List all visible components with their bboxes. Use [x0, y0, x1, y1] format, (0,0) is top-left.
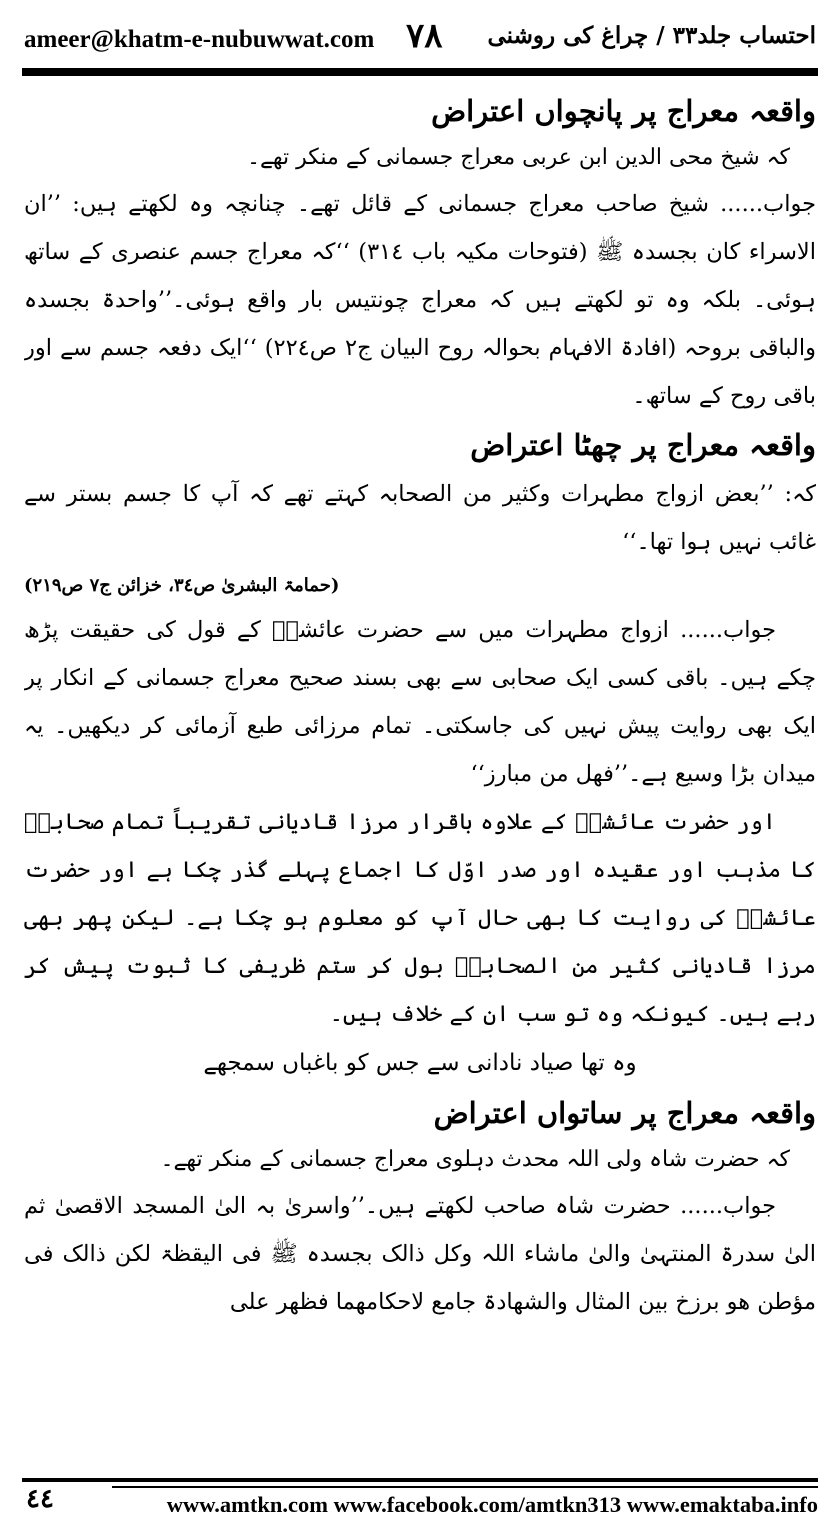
section-7-heading: واقعہ معراج پر ساتواں اعتراض	[433, 1096, 816, 1130]
section-5-claim: کہ شیخ محی الدین ابن عربی معراج جسمانی کے منکر تھے۔	[247, 145, 790, 170]
footer-links: www.amtkn.com www.facebook.com/amtkn313 www.emaktaba.info	[166, 1492, 818, 1517]
section-6-claim: کہ: ’’بعض ازواج مطہرات وکثیر من الصحابہ کہتے تھے کہ آپ کا جسم بستر سے غائب نہیں ہوا تھا۔‘‘	[24, 481, 816, 555]
section-6-heading: واقعہ معراج پر چھٹا اعتراض	[470, 428, 816, 462]
header-divider	[22, 68, 818, 76]
section-7-claim: کہ حضرت شاہ ولی اللہ محدث دہلوی معراج جسمانی کے منکر تھے۔	[160, 1147, 790, 1172]
header-page-number: ۷۸	[406, 16, 443, 56]
poetry-verse: وہ تھا صیاد نادانی سے جس کو باغباں سمجھے	[203, 1050, 637, 1076]
page-footer	[22, 1478, 818, 1532]
footer-divider-thin	[112, 1486, 818, 1488]
section-7-answer: جواب...... حضرت شاہ صاحب لکھتے ہیں۔’’واسریٰ بہ الیٰ المسجد الاقصیٰ ثم الیٰ سدرۃ المنتہیٰ والیٰ ماشاء اللہ وکل ذالک بجسدہ ﷺ فی الیقظۃ لکن ذالک فی مؤطن ھو برزخ بین المثال والشھادۃ جامع لاحکامھما فظھر علی	[24, 1193, 816, 1315]
section-5-answer: جواب...... شیخ صاحب معراج جسمانی کے قائل تھے۔ چنانچہ وہ لکھتے ہیں: ’’ان الاسراء کان بجسدہ ﷺ (فتوحات مکیہ باب ۳۱٤) ‘‘کہ معراج جسم عنصری کے ساتھ ہوئی۔ بلکہ وہ تو لکھتے ہیں کہ معراج چونتیس بار واقع ہوئی۔’’واحدۃ بجسدہ والباقی بروحہ (افادۃ الافہام بحوالہ روح البیان ج۲ ص۲۲٤) ‘‘ایک دفعہ جسم سے اور باقی روح کے ساتھ۔	[24, 191, 816, 409]
header-book-title: احتساب جلد۳۳ / چراغ کی روشنی	[487, 22, 816, 49]
section-6-paragraph-2: اور حضرت عائشہؓ کے علاوہ باقرار مرزا قادیانی تقریباً تمام صحابہؓ کا مذہب اور عقیدہ اور صدر اوّل کا اجماع پہلے گذر چکا ہے اور حضرت عائشہؓ کی روایت کا بھی حال آپ کو معلوم ہو چکا ہے۔ لیکن پھر بھی مرزا قادیانی کثیر من الصحابہؓ بول کر ستم ظریفی کا ثبوت پیش کر رہے ہیں۔ کیونکہ وہ تو سب ان کے خلاف ہیں۔	[24, 809, 816, 1027]
section-6-reference: (حمامۃ البشریٰ ص۳٤، خزائن ج۷ ص۲۱۹)	[24, 575, 340, 596]
section-6-reference-line	[24, 566, 816, 606]
footer-page-number: ٤٤	[26, 1484, 54, 1514]
header-email: ameer@khatm-e-nubuwwat.com	[24, 26, 375, 53]
footer-divider-thick	[22, 1478, 818, 1482]
page-header	[24, 8, 816, 70]
section-5-heading: واقعہ معراج پر پانچواں اعتراض	[431, 94, 816, 128]
page-body	[24, 86, 816, 1468]
section-6-answer: جواب...... ازواج مطہرات میں سے حضرت عائشہؓ کے قول کی حقیقت پڑھ چکے ہیں۔ باقی کسی ایک صحابی سے بھی بسند صحیح معراج جسمانی کے انکار پر ایک بھی روایت پیش نہیں کی جاسکتی۔ تمام مرزائی طبع آزمائی کر دیکھیں۔ یہ میدان بڑا وسیع ہے۔’’فھل من مبارز‘‘	[24, 617, 816, 787]
